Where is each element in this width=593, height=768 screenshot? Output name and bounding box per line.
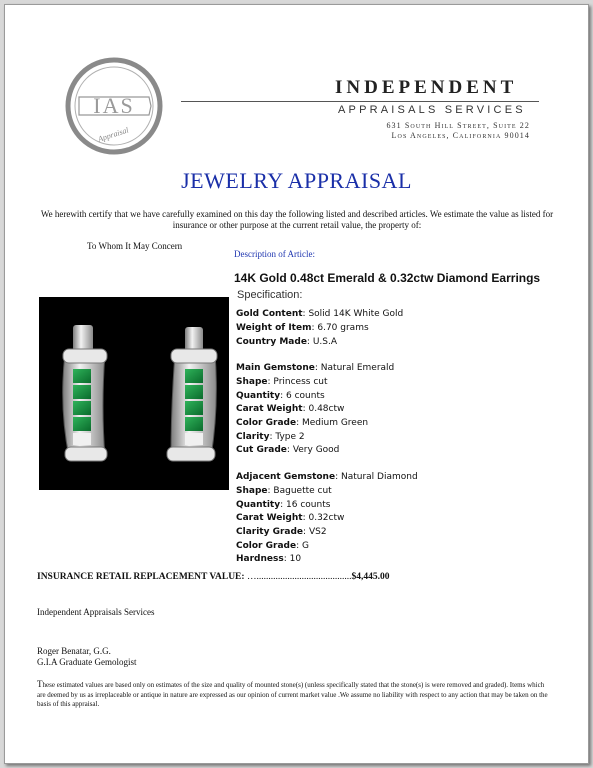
ias-logo-emblem <box>65 57 163 155</box>
spec-adjacent-color: Color Grade: G <box>236 541 309 551</box>
spec-hardness: Hardness: 10 <box>236 554 302 564</box>
spec-adjacent-carat: Carat Weight: 0.32ctw <box>236 513 345 523</box>
specification-label: Specification: <box>237 289 303 301</box>
address-line-2: Los Angeles, California 90014 <box>391 131 530 140</box>
spec-main-cut: Cut Grade: Very Good <box>236 445 340 455</box>
spec-adjacent-quantity: Quantity: 16 counts <box>236 500 331 510</box>
header-divider <box>181 101 539 102</box>
spec-country: Country Made: U.S.A <box>236 337 338 347</box>
spec-main-shape: Shape: Princess cut <box>236 377 328 387</box>
spec-adjacent-gemstone: Adjacent Gemstone: Natural Diamond <box>236 472 418 482</box>
item-title: 14K Gold 0.48ct Emerald & 0.32ctw Diamond Earrings <box>234 271 541 285</box>
insurance-value: $4,445.00 <box>351 572 390 582</box>
spec-adjacent-clarity: Clarity Grade: VS2 <box>236 527 327 537</box>
description-label: Description of Article: <box>234 249 315 259</box>
insurance-label: INSURANCE RETAIL REPLACEMENT VALUE: <box>37 572 245 582</box>
appraisal-document <box>4 4 589 764</box>
spec-gold-content: Gold Content: Solid 14K White Gold <box>236 309 404 319</box>
signature-title: G.I.A Graduate Gemologist <box>37 657 137 667</box>
spec-main-gemstone: Main Gemstone: Natural Emerald <box>236 363 395 373</box>
spec-main-quantity: Quantity: 6 counts <box>236 391 325 401</box>
left-earring <box>63 325 107 461</box>
logo-ring-text: Appraisal <box>96 125 130 144</box>
insurance-dots: …........................................ <box>244 572 352 582</box>
spec-main-color: Color Grade: Medium Green <box>236 418 369 428</box>
insurance-value-line <box>37 572 389 582</box>
company-subtitle: APPRAISALS SERVICES <box>338 104 526 116</box>
signature-name: Roger Benatar, G.G. <box>37 646 111 656</box>
certification-text: We herewith certify that we have carefully examined on this day the following listed and described articles. We estimate the value as listed for insurance or other purpose at the current retail value, the property of: <box>40 209 554 230</box>
disclaimer-initial: T <box>37 679 43 689</box>
address-line-1: 631 South Hill Street, Suite 22 <box>386 121 530 130</box>
document-title: JEWELRY APPRAISAL <box>181 168 412 193</box>
right-earring <box>167 327 217 461</box>
logo-text: IAS <box>93 93 135 118</box>
disclaimer-text: hese estimated values are based only on estimates of the size and quality of mounted stone(s) (unless specifically stated that the stone(s) is were removed and graded). Items which are deemed by us as irreplaceable or antique in nature are expressed as our opinion of current market value .We assume no liability with respect to any action that may be taken on the basis of this appraisal. <box>37 681 548 708</box>
spec-main-clarity: Clarity: Type 2 <box>236 432 305 442</box>
spec-weight: Weight of Item: 6.70 grams <box>236 323 369 333</box>
disclaimer <box>37 680 552 710</box>
company-name: INDEPENDENT <box>335 77 518 98</box>
spec-main-carat: Carat Weight: 0.48ctw <box>236 404 345 414</box>
earrings-photo <box>39 297 229 490</box>
ias-logo <box>65 57 163 155</box>
spec-adjacent-shape: Shape: Baguette cut <box>236 486 332 496</box>
recipient: To Whom It May Concern <box>87 241 183 251</box>
signature-company: Independent Appraisals Services <box>37 607 155 617</box>
earrings-image <box>39 297 229 490</box>
